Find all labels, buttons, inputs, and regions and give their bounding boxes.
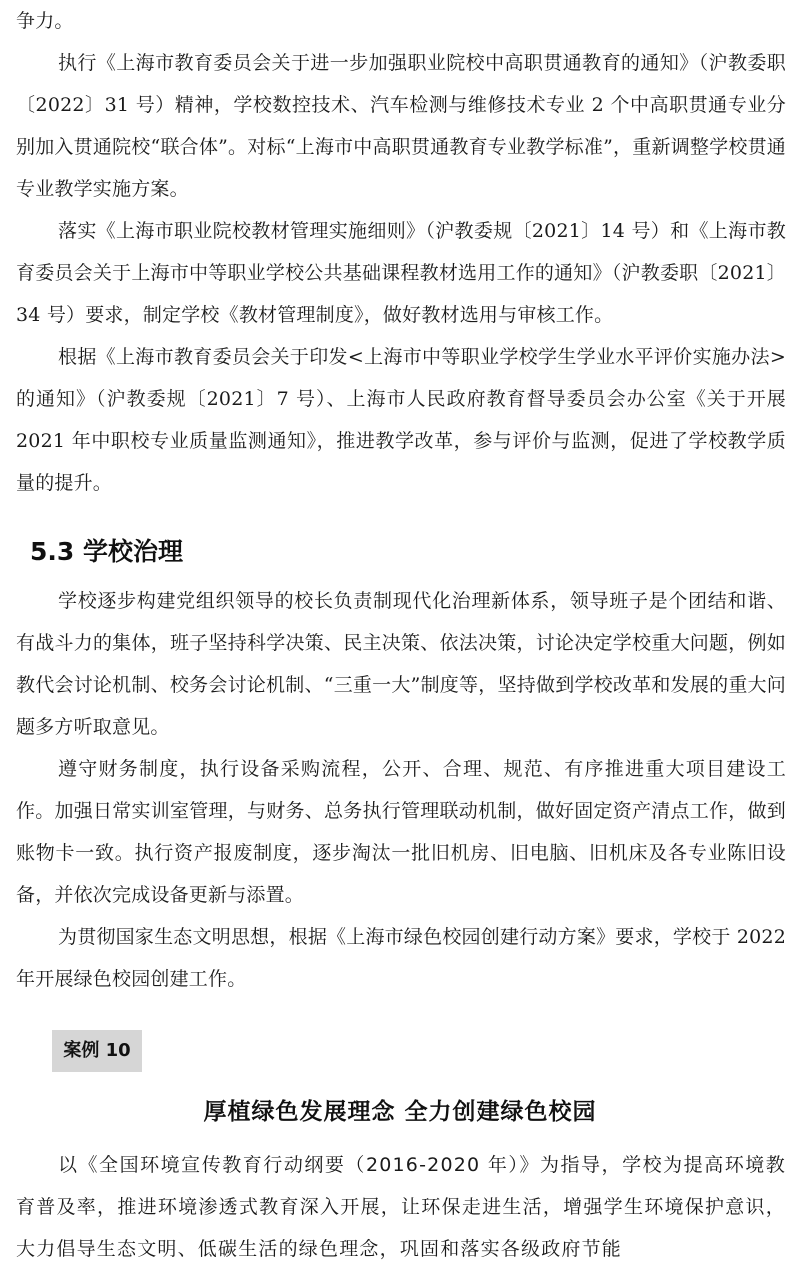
case-title: 厚植绿色发展理念 全力创建绿色校园: [203, 1098, 597, 1125]
paragraph-academic-evaluation: 根据《上海市教育委员会关于印发<上海市中等职业学校学生学业水平评价实施办法>的通知》（沪教委规〔2021〕7 号）、上海市人民政府教育督导委员会办公室《关于开展 2021 年中职校专业质量监测通知》，推进教学改革，参与评价与监测，促进了学校教学质量的提升。: [16, 346, 786, 494]
paragraph-through-education: 执行《上海市教育委员会关于进一步加强职业院校中高职贯通教育的通知》（沪教委职〔2022〕31 号）精神，学校数控技术、汽车检测与维修技术专业 2 个中高职贯通专业分别加入贯通院校“联合体”。对标“上海市中高职贯通教育专业教学标准”，重新调整学校贯通专业教学实施方案。: [16, 52, 786, 200]
paragraph-case-body: 以《全国环境宣传教育行动纲要（2016-2020 年）》为指导，学校为提高环境教育普及率，推进环境渗透式教育深入开展，让环保走进生活，增强学生环境保护意识，大力倡导生态文明、低碳生活的绿色理念，巩固和落实各级政府节能: [16, 1154, 786, 1260]
paragraph-textbook-management: 落实《上海市职业院校教材管理实施细则》（沪教委规〔2021〕14 号）和《上海市教育委员会关于上海市中等职业学校公共基础课程教材选用工作的通知》（沪教委职〔2021〕34 号）要求，制定学校《教材管理制度》，做好教材选用与审核工作。: [16, 220, 786, 326]
paragraph-green-campus: 为贯彻国家生态文明思想，根据《上海市绿色校园创建行动方案》要求，学校于 2022 年开展绿色校园创建工作。: [16, 926, 786, 990]
paragraph-finance-assets: 遵守财务制度，执行设备采购流程，公开、合理、规范、有序推进重大项目建设工作。加强日常实训室管理，与财务、总务执行管理联动机制，做好固定资产清点工作，做到账物卡一致。执行资产报废制度，逐步淘汰一批旧机房、旧电脑、旧机床及各专业陈旧设备，并依次完成设备更新与添置。: [16, 758, 786, 906]
paragraph-governance-system: 学校逐步构建党组织领导的校长负责制现代化治理新体系，领导班子是个团结和谐、有战斗力的集体，班子坚持科学决策、民主决策、依法决策，讨论决定学校重大问题，例如教代会讨论机制、校务会讨论机制、“三重一大”制度等，坚持做到学校改革和发展的重大问题多方听取意见。: [16, 590, 786, 738]
paragraph-continuation: 争力。: [16, 10, 74, 32]
case-badge: 案例 10: [52, 1030, 142, 1072]
section-heading: 5.3 学校治理: [30, 537, 183, 566]
